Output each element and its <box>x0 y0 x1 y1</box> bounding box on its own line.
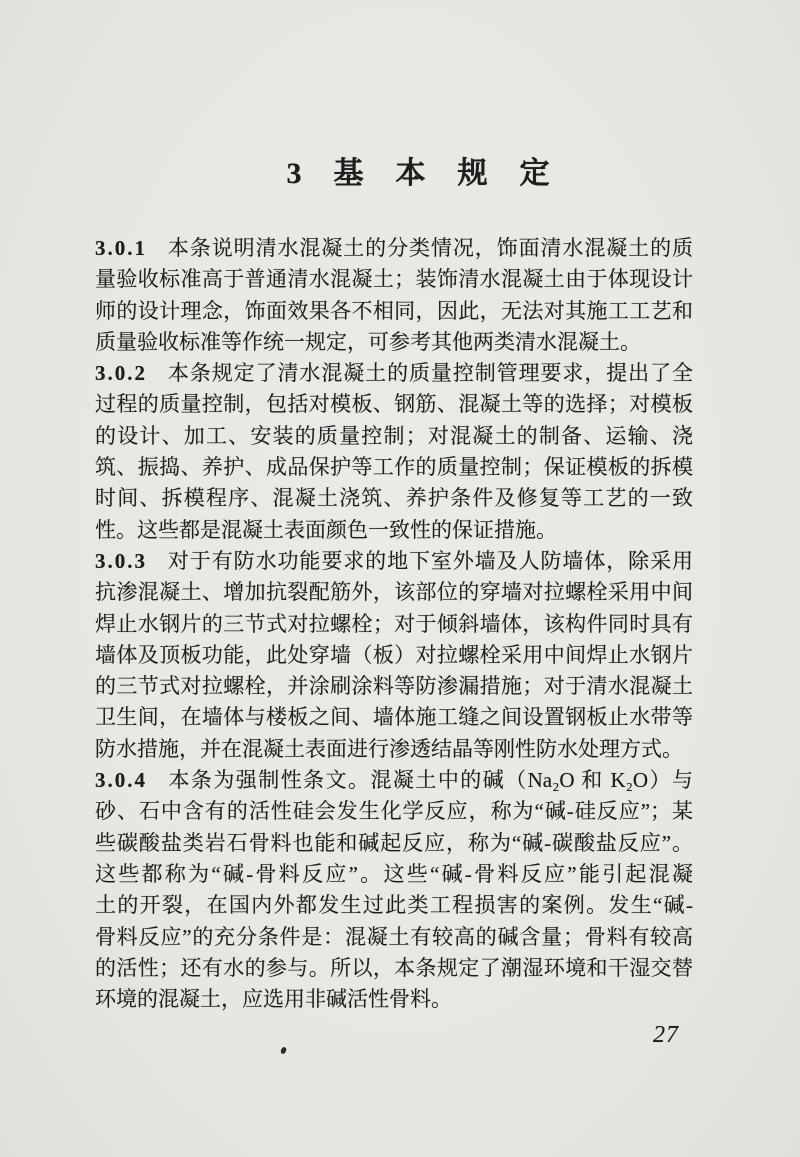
section-number: 3.0.1 <box>95 236 147 260</box>
text-line: 量验收标准高于普通清水混凝土；装饰清水混凝土由于体现设计 <box>95 267 693 292</box>
section-number: 3.0.4 <box>95 768 147 793</box>
section-number: 3.0.2 <box>95 361 147 386</box>
text-line: 骨料反应”的充分条件是：混凝土有较高的碱含量；骨料有较高 <box>95 924 693 949</box>
document-body <box>95 233 693 1015</box>
text-line: 的三节式对拉螺栓，并涂刷涂料等防渗漏措施；对于清水混凝土 <box>95 674 693 699</box>
ink-speck-artifact <box>280 1046 287 1054</box>
section-first-line-text: 对于有防水功能要求的地下室外墙及人防墙体，除采用 <box>167 548 693 573</box>
text-line: 砂、石中含有的活性硅会发生化学反应，称为“碱-硅反应”；某 <box>95 799 693 824</box>
text-line: 卫生间，在墙体与楼板之间、墙体施工缝之间设置钢板止水带等 <box>95 705 693 730</box>
chapter-number: 3 <box>286 157 302 190</box>
text-line: 师的设计理念，饰面效果各不相同，因此，无法对其施工工艺和 <box>95 298 693 323</box>
text-line: 防水措施，并在混凝土表面进行渗透结晶等刚性防水处理方式。 <box>95 736 683 761</box>
text-line: 这些都称为“碱-骨料反应”。这些“碱-骨料反应”能引起混凝 <box>95 861 693 886</box>
text-line: 的活性；还有水的参与。所以，本条规定了潮湿环境和干湿交替 <box>95 955 693 980</box>
text-line: 的设计、加工、安装的质量控制；对混凝土的制备、运输、浇 <box>95 423 693 448</box>
chapter-title-text: 基本规定 <box>333 157 582 190</box>
chapter-title <box>18 148 800 192</box>
text-line: 焊止水钢片的三节式对拉螺栓；对于倾斜墙体，该构件同时具有 <box>95 611 693 636</box>
text-line: 筑、振捣、养护、成品保护等工作的质量控制；保证模板的拆模 <box>95 455 693 480</box>
text-line <box>95 358 693 389</box>
text-line <box>95 765 693 796</box>
text-line <box>95 233 693 264</box>
text-line: 过程的质量控制，包括对模板、钢筋、混凝土等的选择；对模板 <box>95 392 693 417</box>
text-line: 质量验收标准等作统一规定，可参考其他两类清水混凝土。 <box>95 329 641 354</box>
text-line <box>95 546 693 577</box>
text-line: 土的开裂，在国内外都发生过此类工程损害的案例。发生“碱- <box>95 893 693 918</box>
text-line: 环境的混凝土，应选用非碱活性骨料。 <box>95 987 452 1012</box>
section-first-line-text: 本条说明清水混凝土的分类情况，饰面清水混凝土的质 <box>167 236 693 260</box>
text-line: 些碳酸盐类岩石骨料也能和碱起反应，称为“碱-碳酸盐反应”。 <box>95 830 693 855</box>
text-line: 性。这些都是混凝土表面颜色一致性的保证措施。 <box>95 517 557 542</box>
text-line: 抗渗混凝土、增加抗裂配筋外，该部位的穿墙对拉螺栓采用中间 <box>95 580 693 605</box>
section-number: 3.0.3 <box>95 548 147 573</box>
text-line: 时间、拆模程序、混凝土浇筑、养护条件及修复等工艺的一致 <box>95 486 693 511</box>
page-number: 27 <box>653 1022 679 1048</box>
text-line: 墙体及顶板功能，此处穿墙（板）对拉螺栓采用中间焊止水钢片 <box>95 642 693 667</box>
section-first-line-text: 本条规定了清水混凝土的质量控制管理要求，提出了全 <box>167 361 693 386</box>
section-first-line-text: 本条为强制性条文。混凝土中的碱（Na₂O 和 K₂O）与 <box>167 768 693 793</box>
